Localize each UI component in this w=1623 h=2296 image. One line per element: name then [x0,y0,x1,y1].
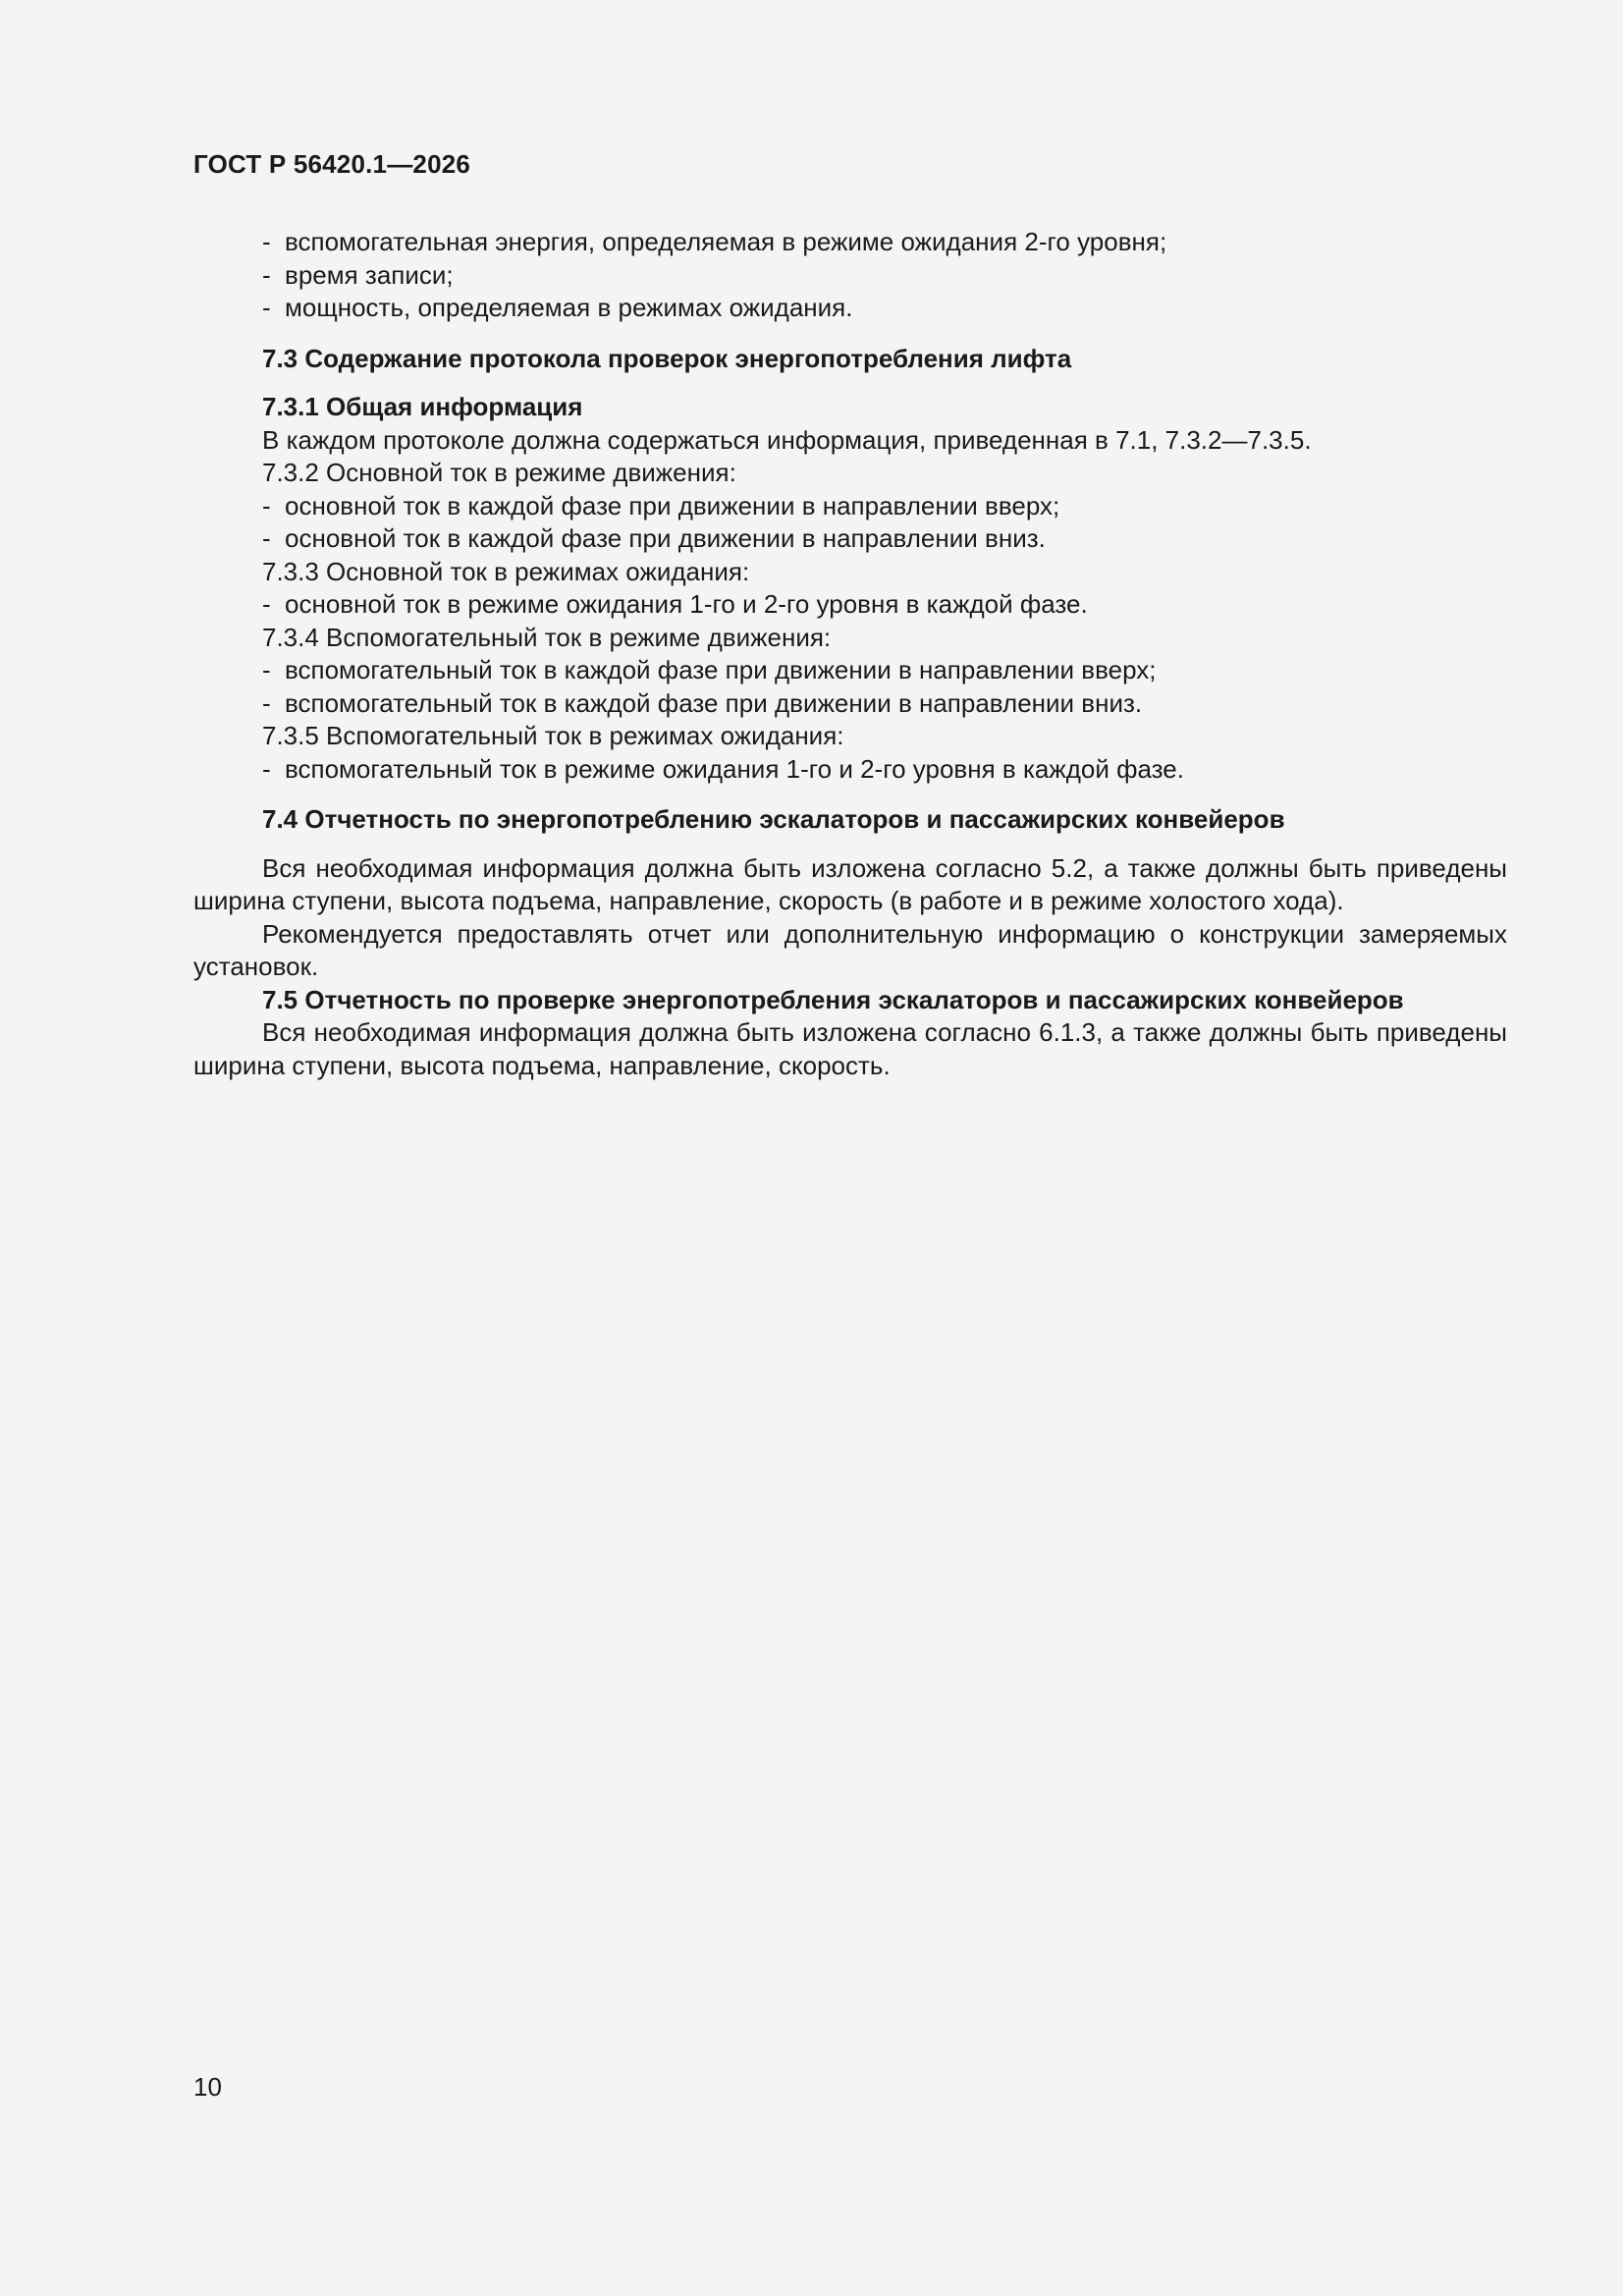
list-top [193,226,1507,325]
list-item: - вспомогательный ток в режиме ожидания 1-го и 2-го уровня в каждой фазе. [262,753,1184,784]
section-7-4-heading: 7.4 Отчетность по энергопотреблению эскалаторов и пассажирских конвейеров [262,804,1285,834]
list-item: - основной ток в каждой фазе при движении в направлении вниз. [262,523,1046,553]
page-number: 10 [193,2072,222,2102]
list-item: - основной ток в каждой фазе при движении в направлении вверх; [262,490,1060,520]
section-7-3-4-title: 7.3.4 Вспомогательный ток в режиме движения: [262,622,832,652]
list-item: - вспомогательная энергия, определяемая в режиме ожидания 2-го уровня; [262,227,1167,256]
section-7-5-heading: 7.5 Отчетность по проверке энергопотребления эскалаторов и пассажирских конвейеров [262,984,1404,1014]
section-7-3-heading: 7.3 Содержание протокола проверок энергопотребления лифта [262,343,1072,373]
section-7-3-1-heading: 7.3.1 Общая информация [262,392,583,421]
section-7-3-3-title: 7.3.3 Основной ток в режимах ожидания: [262,556,750,586]
list-item: - основной ток в режиме ожидания 1-го и 2-го уровня в каждой фазе. [262,589,1088,619]
document-header: ГОСТ Р 56420.1—2026 [193,149,471,179]
list-item: - вспомогательный ток в каждой фазе при движении в направлении вниз. [262,687,1143,718]
list-item: - вспомогательный ток в каждой фазе при движении в направлении вверх; [262,655,1157,684]
section-7-4-paragraph-1: Вся необходимая информация должна быть изложена согласно 5.2, а также должны быть приведены ширина ступени, высота подъема, направление, скорость (в работе и в режиме холостого хода). [193,852,1507,915]
section-7-3-5-title: 7.3.5 Вспомогательный ток в режимах ожидания: [262,721,844,750]
list-item: - время записи; [262,259,454,290]
list-item: - мощность, определяемая в режимах ожидания. [262,293,853,322]
section-7-3-1-text: В каждом протоколе должна содержаться информация, приведенная в 7.1, 7.3.2—7.3.5. [262,424,1312,455]
document-body [193,226,1507,1082]
section-7-5-paragraph-1: Вся необходимая информация должна быть изложена согласно 6.1.3, а также должны быть приведены ширина ступени, высота подъема, направление, скорость. [193,1017,1507,1080]
section-7-4-paragraph-2: Рекомендуется предоставлять отчет или дополнительную информацию о конструкции замеряемых установок. [193,918,1507,981]
section-7-3-2-title: 7.3.2 Основной ток в режиме движения: [262,458,736,487]
